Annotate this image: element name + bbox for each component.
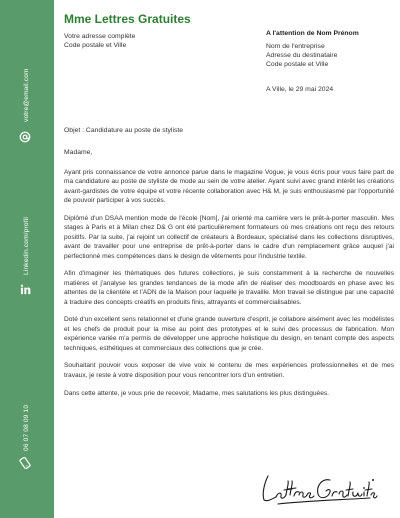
- letter-greeting: Madame,: [64, 149, 93, 156]
- letter-date: A Ville, le 29 mai 2024: [266, 86, 334, 93]
- email-text: votre@email.com: [23, 68, 30, 122]
- body-paragraph: Ayant pris connaissance de votre annonce parue dans le magazine Vogue, je vous écris pour vous faire part de ma candidature au poste de styliste de mode au sein de votre atelier. Ayant suivi avec grand intérêt les créations avant-gardistes de votre équipe et votre récente collaboration avec H& M, je suis enthousiasmé par l'opportunité de pouvoir participer à vos succès.: [64, 169, 394, 205]
- sender-name: Mme Lettres Gratuites: [64, 12, 191, 26]
- body-paragraph: Souhaitant pouvoir vous exposer de vive voix le contenu de mes expériences professionnelles et de mes travaux, je reste à votre disposition pour vous rencontrer lors d'un entretien.: [64, 362, 394, 379]
- at-icon: [18, 130, 32, 144]
- sender-address: Votre adresse complète: [64, 33, 136, 40]
- letter-body: [64, 168, 394, 406]
- contact-sidebar: [0, 0, 54, 518]
- phone-text: 06 07 08 09 10: [23, 404, 30, 451]
- recipient-block: [266, 30, 391, 69]
- body-paragraph: Afin d'imaginer les thématiques des futures collections, je suis constamment à la recherche de nouvelles matières et j'analyse les grandes tendances de la mode afin de réaliser des moodboards en phase avec les attentes de la clientèle et l'ADN de la Maison pour laquelle je travaille. Mon travail se distingue par une capacité à traduire des concepts créatifs en produits finis, attrayants et commercialisables.: [64, 270, 394, 306]
- linkedin-icon: [18, 282, 32, 296]
- sender-city: Code postale et Ville: [64, 42, 127, 49]
- handwritten-signature: [258, 468, 378, 508]
- body-paragraph: Doté d'un excellent sens relationnel et d'une grande ouverture d'esprit, je collabore aisément avec les modélistes et les chefs de produit pour la mise au point des prototypes et le suivi des processus de fabrication. Mon expérience variée m'a permis de développer une approche holistique du design, en tenant compte des aspects techniques, esthétiques et commerciaux des collections que je crée.: [64, 316, 394, 352]
- linkedin-text: Linkedin.com/profil: [23, 217, 30, 275]
- sender-block: [64, 12, 234, 50]
- linkedin-item[interactable]: [0, 160, 54, 300]
- body-paragraph: Diplômé d'un DSAA mention mode de l'école [Nom], j'ai orienté ma carrière vers le prêt-à-porter masculin. Mes stages à Paris et à Milan chez D& G ont été particulièrement formateurs où mes créations ont reçu des retours positifs. Par la suite, j'ai rejoint un collectif de créateurs à Bordeaux, spécialisé dans les collections disruptives, avant de travailler pour une entreprise de prêt-à-porter dans le cadre d'un remplacement grâce auquel j'ai perfectionné mes compétences dans le design de vêtements pour l'industrie textile.: [64, 215, 394, 260]
- recipient-city: Code postale et Ville: [266, 61, 329, 68]
- recipient-company: Nom de l'entreprise: [266, 43, 325, 50]
- recipient-address: Adresse du destinataire: [266, 52, 338, 59]
- phone-icon: [18, 456, 32, 470]
- body-paragraph: Dans cette attente, je vous prie de recevoir, Madame, mes salutations les plus distinguées.: [64, 389, 329, 397]
- email-item[interactable]: [0, 0, 54, 160]
- recipient-attention: A l'attention de Nom Prénom: [266, 30, 359, 37]
- phone-item[interactable]: [0, 300, 54, 470]
- letter-subject: Objet : Candidature au poste de styliste: [64, 127, 184, 134]
